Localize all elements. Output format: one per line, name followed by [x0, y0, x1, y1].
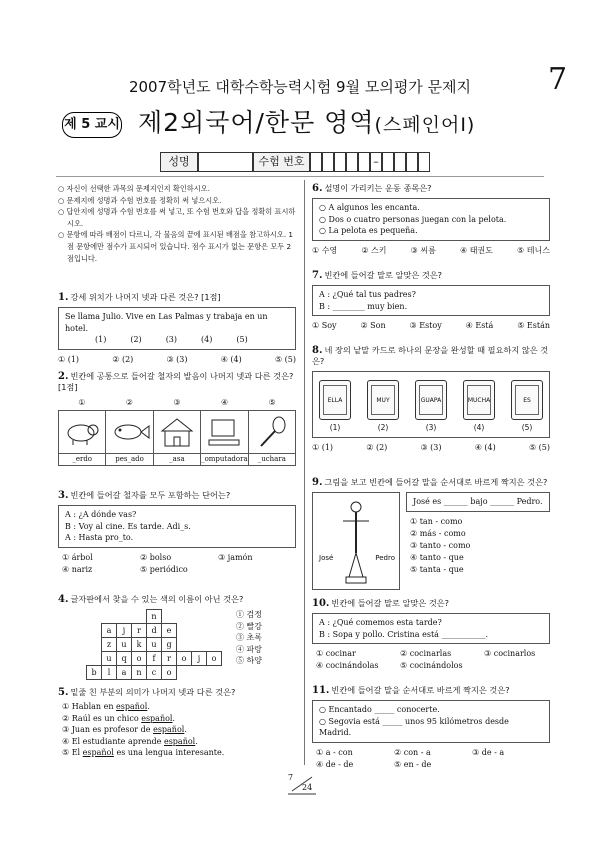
- exam-number-box[interactable]: [382, 152, 394, 172]
- subject-main: 제2외국어/한문 영역: [138, 108, 375, 137]
- question-3-options[interactable]: ① árbol ② bolso ③ jamón ④ nariz ⑤ periódico: [62, 552, 253, 574]
- subject-sub: (스페인어Ⅰ): [374, 114, 476, 136]
- word-card: MUCHA (4): [463, 380, 495, 433]
- question-8: [312, 345, 550, 454]
- question-9-sentence: José es ______ bajo ______ Pedro.: [406, 492, 550, 512]
- question-1-box: [58, 307, 296, 350]
- question-2-pictures: [58, 410, 296, 454]
- question-10: [312, 598, 550, 672]
- question-4: [58, 594, 296, 680]
- exam-number-dash: –: [370, 152, 382, 172]
- footer-total: 24: [302, 783, 313, 792]
- question-3: [58, 490, 296, 576]
- header-rule: [56, 176, 544, 177]
- question-6-options[interactable]: ① 수영 ② 스키 ③ 씨름 ④ 태권도 ⑤ 테니스: [312, 245, 550, 255]
- question-9: [312, 477, 550, 590]
- question-2-words: _erdo pes_ado _asa _omputadora _uchara: [58, 454, 296, 466]
- letter-grid: n a j r d e z u k u g u q o f r o j o b l a n c o: [86, 609, 222, 680]
- word-cards: [312, 371, 550, 438]
- exam-number-label: 수험 번호: [253, 152, 310, 172]
- question-6-stem: 6. 설명이 가리키는 운동 종목은?: [312, 183, 432, 194]
- question-4-options[interactable]: ① 검정 ② 빨강 ③ 초록 ④ 파랑 ⑤ 하양: [236, 610, 262, 665]
- exam-number-box[interactable]: [334, 152, 346, 172]
- instruction-item: ○ 답안지에 성명과 수험 번호를 써 넣고, 또 수험 번호와 답을 정확히 표시하시오.: [58, 207, 296, 228]
- question-9-options[interactable]: ① tan - como ② más - como ③ tanto - como ④ tanto - que ⑤ tanta - que: [410, 516, 471, 574]
- exam-number-box[interactable]: [346, 152, 358, 172]
- fish-icon: [106, 411, 153, 453]
- question-2-labels: ① ② ③ ④ ⑤: [78, 398, 276, 407]
- word-card: ELLA (1): [319, 380, 351, 433]
- page-number: 7: [548, 62, 568, 97]
- question-11-options[interactable]: ① a - con ② con - a ③ de - a ④ de - de ⑤ en - de: [316, 747, 505, 769]
- candidate-info: [160, 152, 430, 172]
- name-label: 성명: [160, 152, 198, 172]
- question-1-options[interactable]: ① (1) ② (2) ③ (3) ④ (4) ⑤ (5): [58, 354, 296, 364]
- page-footer: [286, 773, 318, 795]
- exam-number-box[interactable]: [310, 152, 322, 172]
- question-10-dialog: A : ¿Qué comemos esta tarde? B : Sopa y pollo. Cristina está ___________.: [312, 613, 550, 644]
- question-11-stem: 11. 빈칸에 들어갈 말을 순서대로 바르게 짝지은 것은?: [312, 685, 510, 696]
- height-figure: [312, 492, 400, 590]
- house-icon: [154, 411, 201, 453]
- exam-number-box[interactable]: [394, 152, 406, 172]
- question-5-options[interactable]: ① Hablan en español. ② Raúl es un chico español. ③ Juan es profesor de español. ④ El estudiante aprende español. ⑤ El español es una lengua interesante.: [62, 702, 225, 757]
- question-7-stem: 7. 빈칸에 들어갈 말로 알맞은 것은?: [312, 270, 443, 281]
- question-9-stem: 9. 그림을 보고 빈칸에 들어갈 말을 순서대로 바르게 짝지은 것은?: [312, 477, 548, 488]
- fig-left-label: José: [319, 554, 334, 562]
- question-6: [312, 183, 550, 257]
- question-1: [58, 292, 296, 366]
- question-6-box: ○ A algunos les encanta. ○ Dos o cuatro personas juegan con la pelota. ○ La pelota es pequeña.: [312, 198, 550, 241]
- question-5-stem: 5. 밑줄 친 부분의 의미가 나머지 넷과 다른 것은?: [58, 687, 236, 698]
- question-4-stem: 4. 글자판에서 찾을 수 있는 색의 이름이 아닌 것은?: [58, 594, 244, 605]
- question-11: [312, 685, 550, 771]
- footer-page: 7: [288, 773, 294, 782]
- exam-number-box[interactable]: [418, 152, 430, 172]
- question-8-options[interactable]: ① (1) ② (2) ③ (3) ④ (4) ⑤ (5): [312, 443, 550, 452]
- question-1-sentence: Se llama Julio. Vive en Las Palmas y trabaja en un hotel.: [65, 312, 268, 333]
- exam-title: 2007학년도 대학수학능력시험 9월 모의평가 문제지: [128, 78, 472, 96]
- instruction-item: ○ 자신이 선택한 과목의 문제지인지 확인하시오.: [58, 184, 210, 193]
- question-7-options[interactable]: ① Soy ② Son ③ Estoy ④ Está ⑤ Están: [312, 321, 550, 330]
- pig-icon: [59, 411, 106, 453]
- name-field[interactable]: [198, 152, 253, 172]
- question-1-markers: (1) (2) (3) (4) (5): [95, 335, 248, 344]
- question-8-stem: 8. 네 장의 낱말 카드로 하나의 문장을 완성할 때 필요하지 않은 것은?: [312, 345, 549, 366]
- computer-icon: [201, 411, 248, 453]
- question-2: [58, 371, 296, 466]
- instruction-item: ○ 문제지에 성명과 수험 번호를 정확히 써 넣으시오.: [58, 195, 222, 205]
- question-3-dialog: A : ¿A dónde vas? B : Voy al cine. Es tarde. Adi_s. A : Hasta pro_to.: [58, 505, 296, 548]
- exam-number-box[interactable]: [406, 152, 418, 172]
- subject-title: [138, 103, 475, 139]
- question-7: [312, 270, 550, 332]
- question-1-stem: 1. 강세 위치가 나머지 넷과 다른 것은? [1점]: [58, 292, 221, 303]
- column-divider: [304, 180, 305, 765]
- word-card: MUY (2): [367, 380, 399, 433]
- instructions: [58, 183, 296, 264]
- question-3-stem: 3. 빈칸에 들어갈 철자를 모두 포함하는 단어는?: [58, 490, 231, 501]
- question-10-options[interactable]: ① cocinar ② cocinarlas ③ cocinarlos ④ cocinándolas ⑤ cocinándolos: [316, 649, 536, 670]
- instruction-item: ○ 문항에 따라 배점이 다르니, 각 물음의 끝에 표시된 배점을 참고하시오. 1점 문항에만 점수가 표시되어 있습니다. 점수 표시가 없는 문항은 모두 2점입니다.: [58, 230, 293, 263]
- fig-right-label: Pedro: [375, 554, 395, 562]
- people-icon: [313, 493, 399, 589]
- question-7-dialog: A : ¿Qué tal tus padres? B : ________ muy bien.: [312, 285, 550, 316]
- spoon-icon: [249, 411, 295, 453]
- exam-number-box[interactable]: [358, 152, 370, 172]
- question-11-box: ○ Encantado _____ conocerte. ○ Segovia está _____ unos 95 kilómetros desde Madrid.: [312, 700, 550, 743]
- word-card: ES (5): [511, 380, 543, 433]
- word-card: GUAPA (3): [415, 380, 447, 433]
- question-2-stem: 2. 빈칸에 공통으로 들어갈 철자의 발음이 나머지 넷과 다른 것은? [1점]: [58, 371, 294, 392]
- question-5: [58, 687, 296, 759]
- period-badge: 제 5 교시: [62, 112, 122, 138]
- exam-number-box[interactable]: [322, 152, 334, 172]
- question-10-stem: 10. 빈칸에 들어갈 말로 알맞은 것은?: [312, 598, 449, 609]
